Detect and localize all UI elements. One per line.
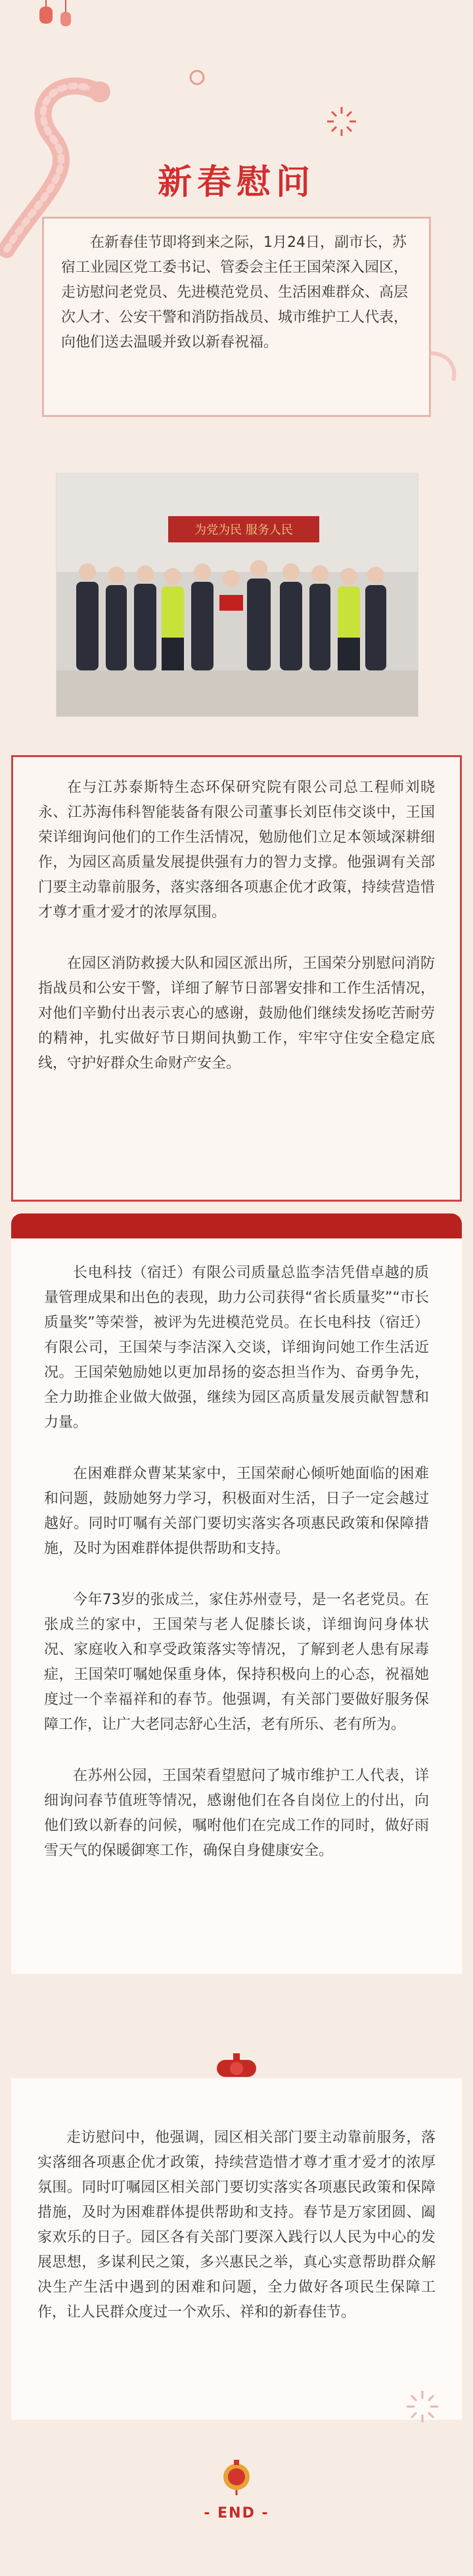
lantern-logo-icon [217,2456,256,2495]
photo-illustration [56,473,418,716]
paragraph: 在园区消防救援大队和园区派出所，王国荣分别慰问消防指战员和公安干警，详细了解节日部署安排和工作生活情况，对他们辛勤付出表示衷心的感谢，鼓励他们继续发扬吃苦耐劳的精神，扎实做好节日期间执勤工作，牢牢守住安全稳定底线，守护好群众生命财产安全。 [38,955,435,1072]
end-marker: - END - [204,2505,269,2521]
paragraph: 走访慰问中，他强调，园区相关部门要主动靠前服务，落实落细各项惠企优才政策，持续营造惜才尊才重才爱才的浓厚氛围。同时叮嘱园区相关部门要切实落实各项惠民政策和保障措施，及时为困难群体提供帮助和支持。春节是万家团圆、阖家欢乐的日子。园区各有关部门要深入践行以人民为中心的发展思想，多谋利民之策，多兴惠民之举，真心实意帮助群众解决生产生活中遇到的困难和问题，全力做好各项民生保障工作，让人民群众度过一个欢乐、祥和的新春佳节。 [37,2129,436,2321]
sunburst-icon [403,2387,442,2426]
paragraph: 长电科技（宿迁）有限公司质量总监李洁凭借卓越的质量管理成果和出色的表现，助力公司获得“省长质量奖”“市长质量奖”等荣誉，被评为先进模范党员。在长电科技（宿迁）有限公司，王国荣与李洁深入交谈，详细询问她工作生活近况。王国荣勉励她以更加昂扬的姿态担当作为、奋勇争先，全力助推企业做大做强，继续为园区高质量发展贡献智慧和力量。 [44,1265,429,1431]
paragraph: 在苏州公园，王国荣看望慰问了城市维护工人代表，详细询问春节值班等情况，感谢他们在各自岗位上的付出，向他们致以新春的问候，嘱咐他们在完成工作的同时，做好雨雪天气的保暖御寒工作，确保自身健康安全。 [44,1768,429,1859]
section-visits [11,1238,462,1974]
section-talent-safety [11,755,462,1202]
paragraph: 今年73岁的张成兰，家住苏州壹号，是一名老党员。在张成兰的家中，王国荣与老人促膝长谈，详细询问身体状况、家庭收入和享受政策落实等情况，了解到老人患有尿毒症，王国荣叮嘱她保重身体，保持积极向上的心态，祝福她度过一个幸福祥和的春节。他强调，有关部门要做好服务保障工作，让广大老同志舒心生活，老有所乐、老有所为。 [44,1592,429,1733]
paragraph: 在与江苏泰斯特生态环保研究院有限公司总工程师刘晓永、江苏海伟科智能装备有限公司董事长刘臣伟交谈中，王国荣详细询问他们的工作生活情况，勉励他们立足本领域深耕细作，为园区高质量发展提供强有力的智力支撑。他强调有关部门要主动靠前服务，落实落细各项惠企优才政策，持续营造惜才尊才重才爱才的浓厚氛围。 [38,779,435,921]
intro-text: 在新春佳节即将到来之际，1月24日，副市长，苏宿工业园区党工委书记、管委会主任王国荣深入园区，走访慰问老党员、先进模范党员、生活困难群众、高层次人才、公安干警和消防指战员、城市维护工人代表，向他们送去温暖并致以新春祝福。 [61,234,409,351]
paragraph: 在困难群众曹某某家中，王国荣耐心倾听她面临的困难和问题，鼓励她努力学习，积极面对生活，日子一定会越过越好。同时叮嘱有关部门要切实落实各项惠民政策和保障措施，及时为困难群体提供帮助和支持。 [44,1466,429,1557]
page-title: 新春慰问 [157,162,315,202]
photo-banner-text: 为党为民 服务人民 [194,523,293,537]
news-photo [56,473,418,717]
section-summary [11,2078,462,2420]
intro-card [42,217,431,417]
section-header-bar [11,1213,462,1238]
